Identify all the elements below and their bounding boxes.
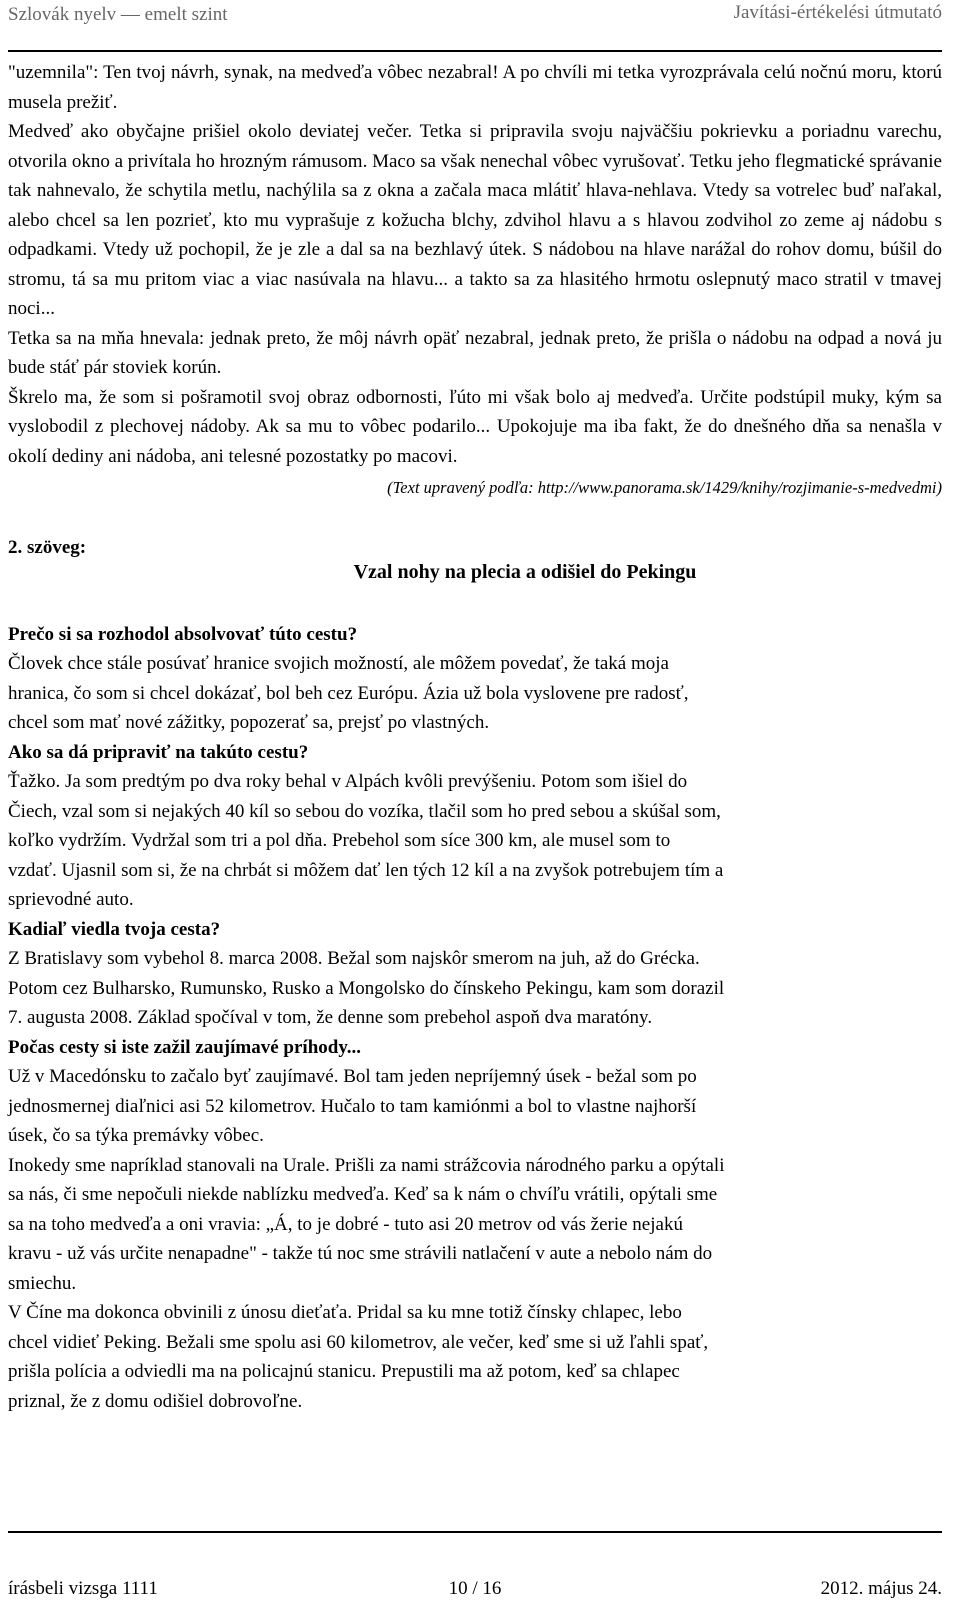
page-content — [8, 58, 942, 1416]
interview-question: Kadiaľ viedla tvoja cesta? — [8, 918, 221, 940]
interview-answer: Človek chce stále posúvať hranice svojich možností, ale môžem povedať, že taká moja hranica, čo som si chcel dokázať, bol beh cez Európu. Ázia už bola vyslovene pre radosť, chcel som mať nové zážitky, popozerať sa, prejsť po vlastných. — [8, 653, 689, 733]
interview-question: Ako sa dá pripraviť na takúto cestu? — [8, 741, 309, 763]
interview-question: Počas cesty si iste zažil zaujímavé príhody... — [8, 1036, 362, 1058]
header-doc-type: Javítási-értékelési útmutató — [733, 2, 942, 23]
interview-answer: Už v Macedónsku to začalo byť zaujímavé. Bol tam jeden nepríjemný úsek - bežal som po jednosmernej diaľnici asi 52 kilometrov. Hučalo to tam kamiónmi a bol to vlastne najhorší úsek, čo sa týka premávky vôbec. — [8, 1066, 697, 1146]
interview-answer: Ťažko. Ja som predtým po dva roky behal v Alpách kvôli prevýšeniu. Potom som išiel do Čiech, vzal som si nejakých 40 kíl so sebou do vozíka, tlačil som ho pred sebou a skúšal som, koľko vydržím. Vydržal som tri a pol dňa. Prebehol som síce 300 km, ale musel som to vzdať. Ujasnil som si, že na chrbát si môžem dať len tých 12 kíl a na zvyšok potrebujem tím a sprievodné auto. — [8, 771, 724, 910]
text1-paragraph: Medveď ako obyčajne prišiel okolo deviatej večer. Tetka si pripravila svoju najväčšiu pokrievku a poriadnu varechu, otvorila okno a privítala ho hrozným rámusom. Maco sa však nenechal vôbec vyrušovať. Tetku jeho flegmatické správanie tak nahnevalo, že schytila metlu, nachýlila sa z okna a začala maca mlátiť hlava-nehlava. Vtedy sa votrelec buď naľakal, alebo chcel sa len pozrieť, kto mu vyprašuje z kožucha blchy, zdvihol hlavu a s hlavou zodvihol zo zeme aj nádobu s odpadkami. Vtedy už pochopil, že je zle a dal sa na bezhlavý útek. S nádobou na hlave narážal do rohov domu, búšil do stromu, tá sa mu pritom viac a viac nasúvala na hlavu... a takto sa za hlasitého hrmotu oslepnutý maco stratil v tmavej noci... — [8, 121, 942, 319]
page-header — [8, 0, 942, 40]
text1-paragraph: Tetka sa na mňa hnevala: jednak preto, že môj návrh opäť nezabral, jednak preto, že prišla o nádobu na odpad a nová ju bude stáť pár stoviek korún. — [8, 327, 942, 378]
header-divider — [8, 50, 942, 52]
text1-paragraph: "uzemnila": Ten tvoj návrh, synak, na medveďa vôbec nezabral! A po chvíli mi tetka vyrozprávala celú nočnú moru, ktorú musela prežiť. — [8, 62, 942, 113]
header-subject: Szlovák nyelv — emelt szint — [8, 4, 228, 25]
article-title: Vzal nohy na plecia a odišiel do Pekingu — [353, 561, 697, 583]
interview-question: Prečo si sa rozhodol absolvovať túto cestu? — [8, 623, 358, 645]
interview-answer: Z Bratislavy som vybehol 8. marca 2008. Bežal som najskôr smerom na juh, až do Grécka. Potom cez Bulharsko, Rumunsko, Rusko a Mongolsko do čínskeho Pekingu, kam som dorazil 7. augusta 2008. Základ spočíval v tom, že denne som prebehol aspoň dva maratóny. — [8, 948, 725, 1028]
section-label: 2. szöveg: — [8, 536, 87, 558]
text1-source: (Text upravený podľa: http://www.panorama.sk/1429/knihy/rozjimanie-s-medvedmi) — [387, 478, 942, 497]
interview-answer: V Číne ma dokonca obvinili z únosu dieťaťa. Pridal sa ku mne totiž čínsky chlapec, lebo chcel vidieť Peking. Bežali sme spolu asi 60 kilometrov, ale večer, keď sme si už ľahli spať, prišla polícia a odviedli ma na policajnú stanicu. Prepustili ma až potom, keď sa chlapec priznal, že z domu odišiel dobrovoľne. — [8, 1302, 709, 1412]
footer-divider — [8, 1531, 942, 1533]
footer-date: 2012. május 24. — [820, 1578, 942, 1599]
footer-page-number: 10 / 16 — [448, 1578, 502, 1599]
interview-answer: Inokedy sme napríklad stanovali na Urale. Prišli za nami strážcovia národného parku a opýtali sa nás, či sme nepočuli niekde nablízku medveďa. Keď sa k nám o chvíľu vrátili, opýtali sme sa na toho medveďa a oni vravia: „Á, to je dobré - tuto asi 20 metrov od vás žerie nejakú kravu - už vás určite nenapadne" - takže tú noc sme strávili natlačení v aute a nebolo nám do smiechu. — [8, 1154, 725, 1294]
footer-exam: írásbeli vizsga 1111 — [8, 1578, 158, 1599]
text1-paragraph: Škrelo ma, že som si pošramotil svoj obraz odbornosti, ľúto mi však bolo aj medveďa. Určite podstúpil muky, kým sa vyslobodil z plechovej nádoby. Ak sa mu to vôbec podarilo... Upokojuje ma iba fakt, že do dnešného dňa sa nenašla v okolí dediny ani nádoba, ani telesné pozostatky po macovi. — [8, 386, 942, 467]
